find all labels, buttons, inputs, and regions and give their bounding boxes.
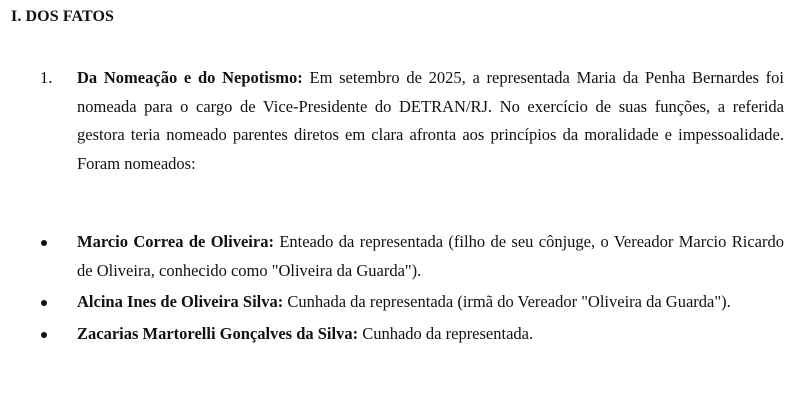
appointee-description: Enteado da representada (filho de seu cônjuge, o Vereador Marcio Ricardo de Oliveira, conhecido como "Oliveira da Guarda"). [77, 232, 784, 280]
list-item [40, 228, 784, 285]
list-item [40, 320, 784, 349]
paragraph-number: 1. [40, 68, 53, 87]
appointee-name: Alcina Ines de Oliveira Silva: [77, 292, 284, 311]
appointee-name: Marcio Correa de Oliveira: [77, 232, 274, 251]
list-item [40, 288, 784, 317]
numbered-paragraph [40, 64, 784, 178]
bullet-icon [41, 332, 47, 338]
appointee-name: Zacarias Martorelli Gonçalves da Silva: [77, 323, 359, 343]
appointees-list [40, 228, 784, 351]
appointee-description: Cunhado da representada. [358, 323, 534, 343]
bullet-icon [41, 240, 47, 246]
paragraph-lead: Da Nomeação e do Nepotismo: [77, 68, 303, 87]
paragraph-body: Em setembro de 2025, a representada Maria da Penha Bernardes foi nomeada para o cargo de Vice-Presidente do DETRAN/RJ. No exercício de suas funções, a referida gestora teria nomeado parentes diretos em clara afronta aos princípios da moralidade e impessoalidade. Foram nomeados: [77, 68, 784, 173]
bullet-icon [41, 300, 47, 306]
appointee-description: Cunhada da representada (irmã do Vereador "Oliveira da Guarda"). [283, 292, 731, 311]
section-heading: I. DOS FATOS [11, 8, 115, 25]
paragraph-text [77, 64, 784, 178]
